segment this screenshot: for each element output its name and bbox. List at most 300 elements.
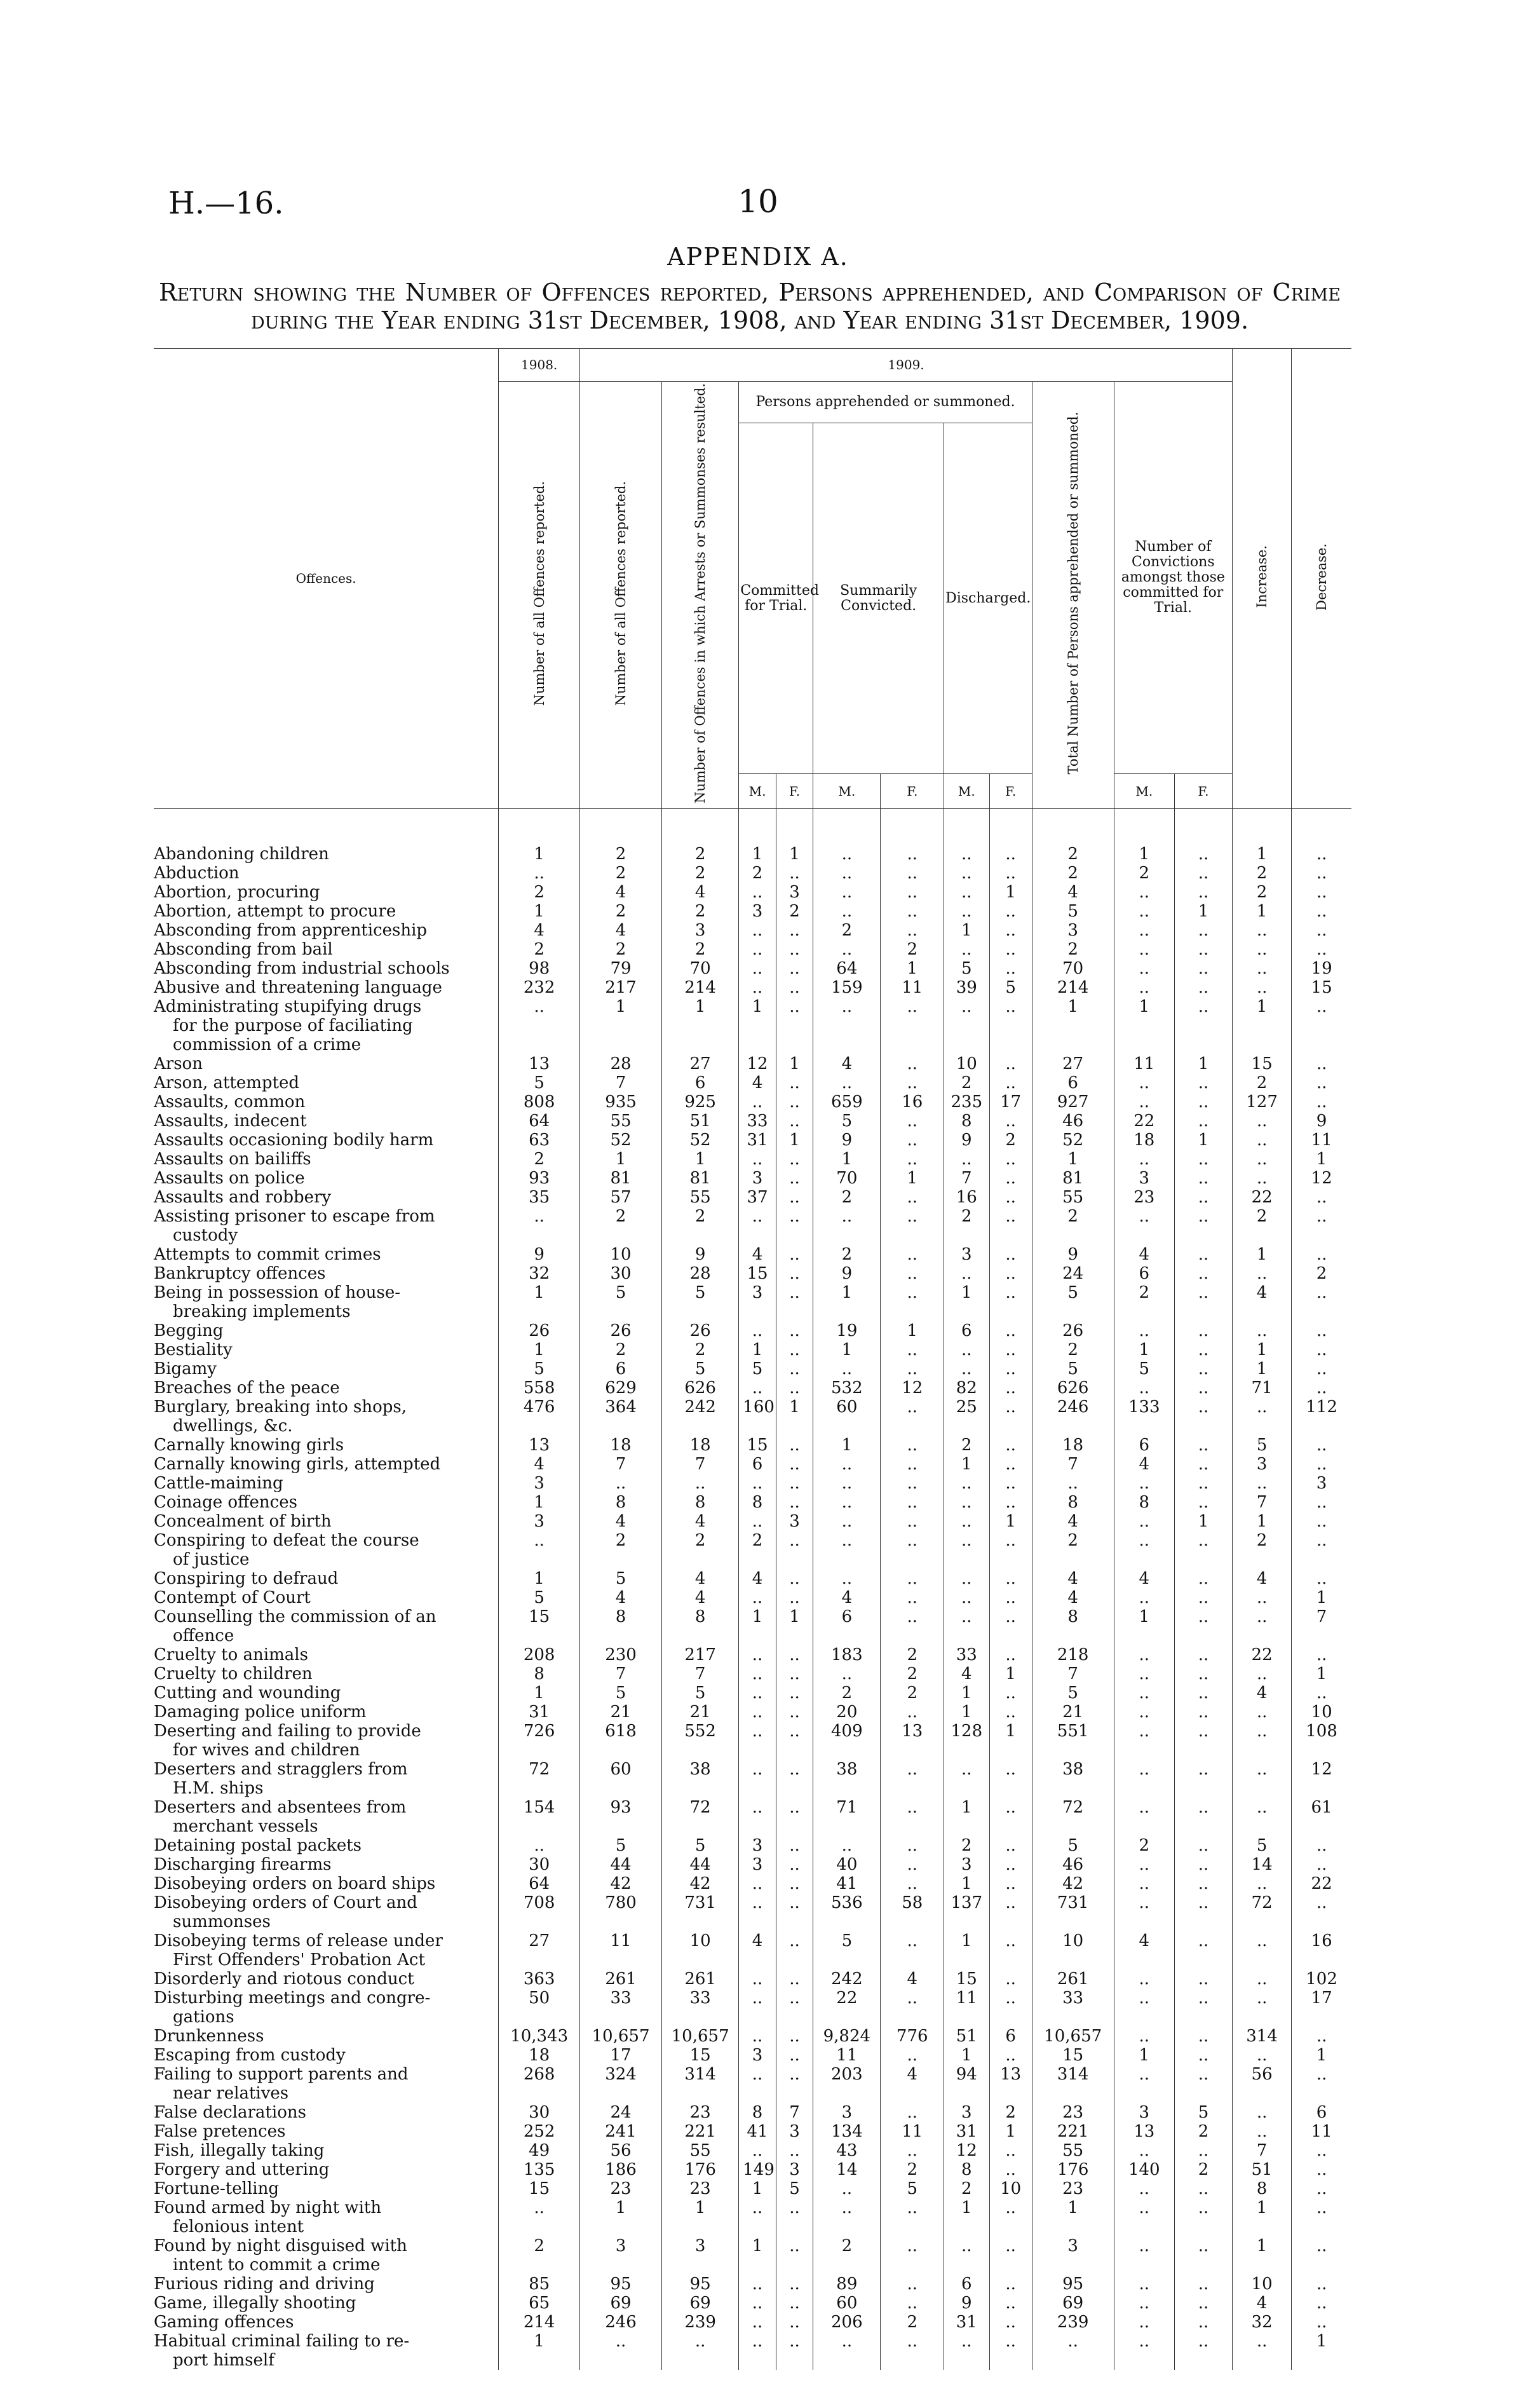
table-cell: 8 [1032,1607,1114,1645]
table-cell: .. [944,2236,989,2275]
table-cell: 55 [1032,1188,1114,1207]
table-cell: 3 [944,1855,989,1874]
table-cell: .. [989,1321,1032,1340]
table-cell: .. [1114,2141,1174,2160]
table-cell: 186 [580,2160,662,2179]
table-cell: .. [776,1760,813,1798]
table-cell: 1 [881,1321,944,1340]
table-cell: .. [944,1264,989,1283]
table-cell: 708 [499,1893,580,1931]
table-cell: .. [776,1207,813,1245]
table-cell: 5 [776,2179,813,2198]
table-cell: 4 [881,2065,944,2103]
table-cell: .. [1233,1722,1292,1760]
table-row [154,809,1351,864]
offence-name [154,1092,499,1112]
table-cell: 268 [499,2065,580,2103]
table-cell: 133 [1114,1398,1174,1436]
table-row [154,2160,1351,2179]
table-cell: 1 [499,1569,580,1588]
table-cell: 1 [499,1340,580,1359]
table-cell: 4 [580,1512,662,1531]
table-cell: .. [1114,940,1174,959]
table-cell: 6 [1292,2103,1351,2122]
table-body [154,809,1351,2371]
table-cell: 33 [580,1989,662,2027]
table-cell: .. [1114,1855,1174,1874]
table-cell: .. [1292,1455,1351,1474]
table-cell: .. [1233,978,1292,997]
table-cell: .. [1233,959,1292,978]
table-cell: .. [1174,997,1232,1054]
table-cell: .. [1292,2160,1351,2179]
table-cell: .. [739,1722,776,1760]
table-cell: 10 [989,2179,1032,2198]
table-row [154,1340,1351,1359]
table-row [154,2027,1351,2046]
table-cell: .. [776,1169,813,1188]
table-row [154,2332,1351,2370]
table-cell: .. [776,1112,813,1131]
table-cell: .. [1292,1684,1351,1703]
table-cell: .. [881,883,944,902]
table-cell: 4 [580,921,662,940]
offence-name [154,1722,499,1760]
table-cell: .. [1174,1703,1232,1722]
table-cell: 72 [661,1798,738,1836]
table-cell: 2 [1233,1073,1292,1092]
table-cell: .. [881,1207,944,1245]
table-cell: .. [580,2332,662,2370]
table-cell: .. [881,1054,944,1073]
table-cell: 128 [944,1722,989,1760]
table-cell: 1 [881,1169,944,1188]
table-row [154,2065,1351,2103]
table-cell: 2 [881,1645,944,1664]
offence-name [154,1645,499,1664]
table-cell: .. [1292,864,1351,883]
table-cell: 64 [813,959,881,978]
table-cell: 558 [499,1378,580,1398]
offence-name [154,883,499,902]
table-cell: 6 [944,2275,989,2294]
table-cell: .. [989,2141,1032,2160]
header-discharged: Discharged. [944,423,1032,774]
table-cell: 17 [1292,1989,1351,2027]
table-cell: 2 [580,864,662,883]
table-cell: 9 [661,1245,738,1264]
table-row [154,1073,1351,1092]
table-cell: 4 [661,1569,738,1588]
offence-name [154,2160,499,2179]
page-number: 10 [738,183,778,220]
table-cell: .. [1174,1607,1232,1645]
offence-label: Habitual criminal failing to re- [154,2332,410,2351]
table-cell: .. [989,2046,1032,2065]
table-cell: .. [1114,1684,1174,1703]
table-cell: .. [776,2046,813,2065]
table-cell: .. [1174,2313,1232,2332]
table-cell: 214 [1032,978,1114,997]
table-cell: 23 [1032,2103,1114,2122]
table-cell: 44 [661,1855,738,1874]
table-cell: 5 [580,1569,662,1588]
table-cell: 81 [580,1169,662,1188]
table-cell: .. [1292,1378,1351,1398]
table-cell: 64 [499,1874,580,1893]
table-cell: 70 [661,959,738,978]
table-cell: .. [776,1645,813,1664]
table-cell: .. [1114,1645,1174,1664]
table-cell: 2 [1032,940,1114,959]
table-cell: .. [776,1359,813,1378]
table-row [154,2198,1351,2236]
table-cell: 20 [813,1703,881,1722]
table-cell: 32 [499,1264,580,1283]
table-cell: .. [1174,1493,1232,1512]
table-row [154,864,1351,883]
table-cell: .. [989,997,1032,1054]
table-cell: .. [1292,1836,1351,1855]
table-cell: 476 [499,1398,580,1436]
table-cell: .. [989,2294,1032,2313]
table-cell: 102 [1292,1969,1351,1989]
table-cell: 1 [776,1054,813,1073]
table-cell: 137 [944,1893,989,1931]
table-cell: 25 [944,1398,989,1436]
table-cell: .. [881,1436,944,1455]
table-cell: 112 [1292,1398,1351,1436]
table-cell: .. [1174,1378,1232,1398]
table-cell: 2 [1233,1207,1292,1245]
table-row [154,1378,1351,1398]
table-cell: 41 [813,1874,881,1893]
table-row [154,1245,1351,1264]
table-cell: 5 [1233,1836,1292,1855]
table-cell: 2 [739,864,776,883]
table-cell: .. [1292,1188,1351,1207]
table-cell: 46 [1032,1112,1114,1131]
offence-label-continued: for wives and children [173,1741,360,1760]
table-cell: .. [776,1188,813,1207]
table-cell: .. [813,1493,881,1512]
table-cell: 70 [813,1169,881,1188]
offence-label: Cutting and wounding [154,1684,341,1703]
table-cell: .. [1292,1245,1351,1264]
offence-name [154,1378,499,1398]
table-cell: 314 [1032,2065,1114,2103]
table-cell: 7 [1032,1455,1114,1474]
table-cell: .. [776,1321,813,1340]
table-cell: 5 [1174,2103,1232,2122]
table-cell: .. [881,1112,944,1131]
table-cell: 242 [813,1969,881,1989]
table-cell: .. [1114,2275,1174,2294]
table-cell: .. [1292,1073,1351,1092]
offence-name [154,1264,499,1283]
table-cell: 1 [1292,2332,1351,2370]
table-cell: .. [739,1512,776,1531]
offence-name [154,1245,499,1264]
table-row [154,1931,1351,1969]
table-cell: .. [989,1359,1032,1378]
table-cell: 13 [989,2065,1032,2103]
table-cell: .. [989,1054,1032,1073]
table-cell: 1 [1114,1607,1174,1645]
table-cell: .. [1233,1131,1292,1150]
table-cell: 15 [1233,1054,1292,1073]
table-cell: 15 [499,1607,580,1645]
table-cell: .. [1233,1264,1292,1283]
offence-label: Counselling the commission of an [154,1607,437,1627]
table-cell: 7 [661,1455,738,1474]
table-cell: .. [1114,2198,1174,2236]
table-cell: 2 [661,1207,738,1245]
table-cell: 8 [1233,2179,1292,2198]
table-cell: .. [1114,1722,1174,1760]
table-cell: 1 [813,1283,881,1321]
offence-name [154,1569,499,1588]
table-cell: 1 [944,1455,989,1474]
table-cell: .. [776,1493,813,1512]
table-cell: .. [881,1855,944,1874]
table-cell: .. [776,1664,813,1684]
table-cell: .. [944,1569,989,1588]
table-row [154,2122,1351,2141]
table-cell: 159 [813,978,881,997]
table-cell: 10 [661,1931,738,1969]
table-cell: 626 [661,1378,738,1398]
table-cell: .. [813,864,881,883]
table-cell: .. [661,2332,738,2370]
table-cell: 3 [499,1512,580,1531]
table-cell: .. [944,1531,989,1569]
table-cell: 21 [661,1703,738,1722]
table-cell: 324 [580,2065,662,2103]
table-cell: .. [989,2313,1032,2332]
table-cell: 12 [1292,1760,1351,1798]
table-cell: .. [1114,1207,1174,1245]
table-cell: 71 [1233,1378,1292,1398]
table-cell: 8 [944,1112,989,1131]
table-cell: .. [813,902,881,921]
table-cell: .. [881,1531,944,1569]
offence-label: Bigamy [154,1359,217,1379]
table-cell: .. [989,1207,1032,1245]
table-cell: 1 [944,1283,989,1321]
table-cell: 2 [1174,2122,1232,2141]
table-cell: 1 [1114,2046,1174,2065]
table-cell: .. [1292,2275,1351,2294]
offence-name [154,1455,499,1474]
offence-label: Carnally knowing girls [154,1436,344,1455]
table-cell: .. [1174,2179,1232,2198]
table-cell: .. [881,1455,944,1474]
table-cell: .. [989,2236,1032,2275]
table-cell: 2 [1114,1283,1174,1321]
table-cell: .. [776,2294,813,2313]
table-cell: .. [944,1588,989,1607]
table-cell: 11 [1114,1054,1174,1073]
table-cell: 239 [661,2313,738,2332]
table-cell: 32 [1233,2313,1292,2332]
table-cell: 10,657 [1032,2027,1114,2046]
offence-label: Deserters and absentees from [154,1798,407,1818]
table-cell: .. [1174,2141,1232,2160]
offence-name [154,2332,499,2370]
table-cell: .. [813,883,881,902]
table-cell: .. [989,1607,1032,1645]
table-cell: 2 [1032,809,1114,864]
table-cell: 33 [944,1645,989,1664]
table-cell: 40 [813,1855,881,1874]
table-row [154,978,1351,997]
table-cell: .. [739,921,776,940]
table-cell: .. [989,1169,1032,1188]
header-m: M. [813,774,881,809]
table-cell: 2 [881,2160,944,2179]
table-cell: .. [881,902,944,921]
table-cell: 38 [1032,1760,1114,1798]
table-cell: 2 [944,1836,989,1855]
table-cell: 629 [580,1378,662,1398]
table-cell: .. [881,2294,944,2313]
table-cell: 3 [813,2103,881,2122]
table-cell: .. [776,1378,813,1398]
table-cell: 2 [499,2236,580,2275]
table-cell: 89 [813,2275,881,2294]
table-cell: .. [944,1512,989,1531]
table-cell: 4 [1233,1283,1292,1321]
offence-name [154,1607,499,1645]
table-cell: 2 [989,2103,1032,2122]
table-cell: 10 [944,1054,989,1073]
table-cell: .. [1174,2332,1232,2370]
table-row [154,1664,1351,1684]
table-cell: 221 [1032,2122,1114,2141]
table-cell: 1 [1233,1359,1292,1378]
table-cell: .. [1233,1474,1292,1493]
table-cell: .. [1174,1283,1232,1321]
table-cell: .. [944,997,989,1054]
table-cell: .. [1233,2332,1292,2370]
table-cell: 7 [1292,1607,1351,1645]
table-cell: 4 [944,1664,989,1684]
table-cell: .. [813,2179,881,2198]
table-cell: .. [813,2198,881,2236]
table-cell: .. [1292,1092,1351,1112]
table-cell: 2 [661,864,738,883]
table-cell: 2 [944,1207,989,1245]
table-cell: .. [1233,921,1292,940]
table-cell: 30 [499,1855,580,1874]
table-cell: .. [1174,1398,1232,1436]
table-cell: .. [989,864,1032,883]
table-cell: 2 [1114,864,1174,883]
table-cell: .. [499,1207,580,1245]
table-cell: .. [881,1073,944,1092]
table-cell: 95 [1032,2275,1114,2294]
table-cell: 217 [580,978,662,997]
table-cell: .. [1174,1474,1232,1493]
table-cell: 1 [661,1150,738,1169]
offence-label: Absconding from industrial schools [154,959,450,979]
table-cell: 1 [1032,997,1114,1054]
offence-label: Assaults and robbery [154,1188,332,1207]
table-cell: .. [989,1073,1032,1092]
table-cell: .. [881,864,944,883]
table-cell: .. [776,921,813,940]
table-cell: 12 [1292,1169,1351,1188]
table-cell: .. [1174,1855,1232,1874]
table-cell: 1 [944,1703,989,1722]
table-cell: 55 [661,1188,738,1207]
table-cell: 176 [1032,2160,1114,2179]
offence-label: Concealment of birth [154,1512,332,1532]
table-cell: 51 [1233,2160,1292,2179]
table-cell: .. [881,1188,944,1207]
table-cell: .. [1174,809,1232,864]
offence-label: Deserters and stragglers from [154,1760,408,1779]
offence-label-continued: for the purpose of faciliating commission of a crime [173,1016,413,1055]
table-cell: 72 [1032,1798,1114,1836]
offence-name [154,1798,499,1836]
table-cell: .. [1292,883,1351,902]
table-cell: 1 [989,1512,1032,1531]
table-cell: 252 [499,2122,580,2141]
table-cell: .. [1292,1054,1351,1073]
table-cell: .. [989,1340,1032,1359]
table-cell: .. [739,1207,776,1245]
table-cell: 9,824 [813,2027,881,2046]
table-cell: 2 [661,1340,738,1359]
table-cell: 218 [1032,1645,1114,1664]
table-cell: .. [989,1150,1032,1169]
table-cell: 4 [739,1931,776,1969]
table-cell: 314 [1233,2027,1292,2046]
table-cell: 2 [499,1150,580,1169]
table-cell: .. [1292,1340,1351,1359]
table-cell: .. [776,1283,813,1321]
offence-label: Drunkenness [154,2027,264,2046]
table-cell: .. [1233,1664,1292,1684]
table-cell: 731 [1032,1893,1114,1931]
table-row [154,1188,1351,1207]
table-cell: .. [1114,1969,1174,1989]
table-cell: 31 [739,1131,776,1150]
table-row [154,1569,1351,1588]
table-cell: 2 [813,1245,881,1264]
table-cell: 2 [580,940,662,959]
table-cell: 1 [944,1874,989,1893]
table-cell: 57 [580,1188,662,1207]
offence-name [154,1359,499,1378]
table-cell: 208 [499,1645,580,1664]
offence-name [154,1112,499,1131]
offence-name [154,2103,499,2122]
table-cell: .. [1233,2103,1292,2122]
table-row [154,1722,1351,1760]
table-cell: 13 [1114,2122,1174,2141]
table-cell: 10 [1233,2275,1292,2294]
table-cell: .. [1233,2046,1292,2065]
table-cell: 4 [1032,1569,1114,1588]
table-cell: 183 [813,1645,881,1664]
table-cell: 2 [813,2236,881,2275]
offence-name [154,2275,499,2294]
table-cell: 2 [944,1436,989,1455]
table-cell: 24 [1032,1264,1114,1283]
